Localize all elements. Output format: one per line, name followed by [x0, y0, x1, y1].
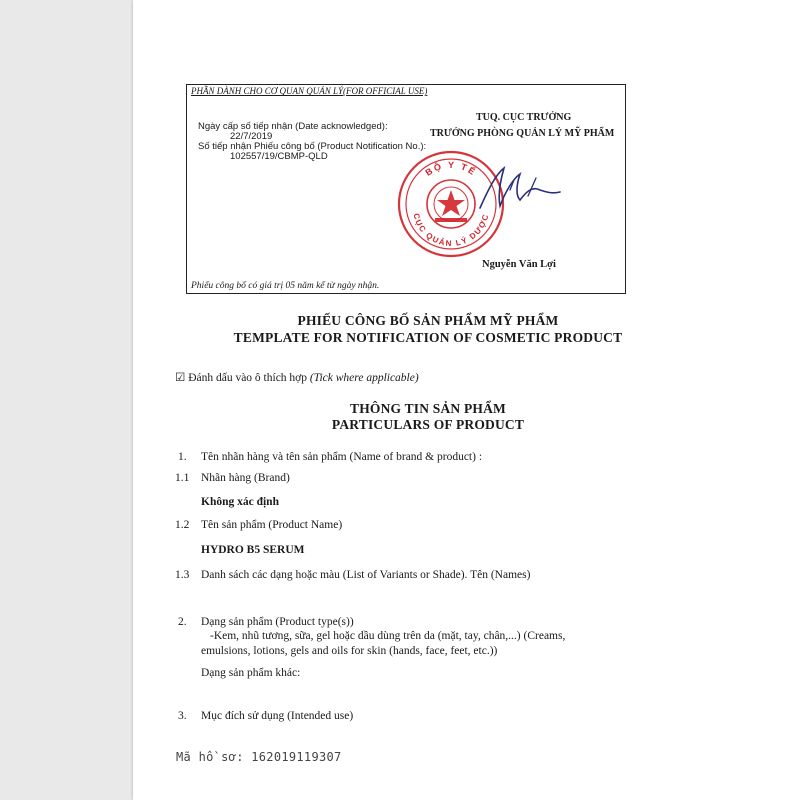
item-1-1-label: Nhãn hàng (Brand)	[201, 472, 290, 484]
official-use-header: PHẦN DÀNH CHO CƠ QUAN QUẢN LÝ(FOR OFFICIAL USE)	[191, 86, 428, 96]
item-3-number: 3.	[178, 710, 187, 722]
checkbox-icon: ☑	[175, 372, 186, 384]
item-2-other: Dạng sản phẩm khác:	[201, 667, 301, 679]
signature-icon	[470, 160, 570, 220]
document-title-en: TEMPLATE FOR NOTIFICATION OF COSMETIC PRODUCT	[233, 330, 623, 345]
date-acknowledged-label: Ngày cấp số tiếp nhận (Date acknowledged):	[198, 121, 388, 132]
authority-line-1: TUQ. CỤC TRƯỞNG	[476, 112, 572, 123]
tick-instruction	[175, 370, 419, 384]
item-1-3-number: 1.3	[175, 569, 190, 581]
item-1-label: Tên nhãn hàng và tên sản phẩm (Name of brand & product) :	[201, 451, 483, 463]
tick-instruction-vi: Đánh dấu vào ô thích hợp	[188, 372, 308, 384]
item-1-number: 1.	[178, 451, 187, 463]
brand-value: Không xác định	[201, 496, 279, 508]
section-title-en: PARTICULARS OF PRODUCT	[331, 417, 525, 432]
item-3-label: Mục đích sử dụng (Intended use)	[201, 710, 354, 722]
item-1-2-label: Tên sản phẩm (Product Name)	[201, 519, 343, 531]
item-2-detail-line-2: emulsions, lotions, gels and oils for skin (hands, face, feet, etc.))	[201, 645, 498, 657]
file-code: Mã hồ sơ: 162019119307	[176, 750, 342, 764]
item-2-detail-line-1: -Kem, nhũ tương, sữa, gel hoặc dầu dùng trên da (mặt, tay, chân,...) (Creams,	[210, 630, 566, 642]
section-title-vi: THÔNG TIN SẢN PHẨM	[350, 401, 506, 416]
item-2-number: 2.	[178, 616, 187, 628]
svg-text:BỘ Y TẾ: BỘ Y TẾ	[423, 159, 479, 178]
authority-line-2: TRƯỞNG PHÒNG QUẢN LÝ MỸ PHẨM	[430, 128, 615, 139]
document-title-vi: PHIẾU CÔNG BỐ SẢN PHẨM MỸ PHẨM	[297, 313, 559, 328]
item-1-1-number: 1.1	[175, 472, 190, 484]
item-2-label: Dạng sản phẩm (Product type(s))	[201, 616, 354, 628]
tick-instruction-en: (Tick where applicable)	[309, 372, 419, 384]
notification-number-label: Số tiếp nhận Phiếu công bố (Product Notification No.):	[198, 141, 427, 152]
item-1-3-label: Danh sách các dạng hoặc màu (List of Variants or Shade). Tên (Names)	[201, 569, 531, 581]
validity-note: Phiếu công bố có giá trị 05 năm kể từ ngày nhận.	[191, 281, 380, 291]
product-name-value: HYDRO B5 SERUM	[201, 544, 305, 556]
svg-text:CỤC QUẢN LÝ DƯỢC: CỤC QUẢN LÝ DƯỢC	[411, 212, 491, 249]
date-acknowledged-value: 22/7/2019	[230, 131, 273, 142]
signer-name: Nguyễn Văn Lợi	[482, 259, 556, 270]
item-1-2-number: 1.2	[175, 519, 190, 531]
notification-number-value: 102557/19/CBMP-QLD	[230, 151, 328, 162]
